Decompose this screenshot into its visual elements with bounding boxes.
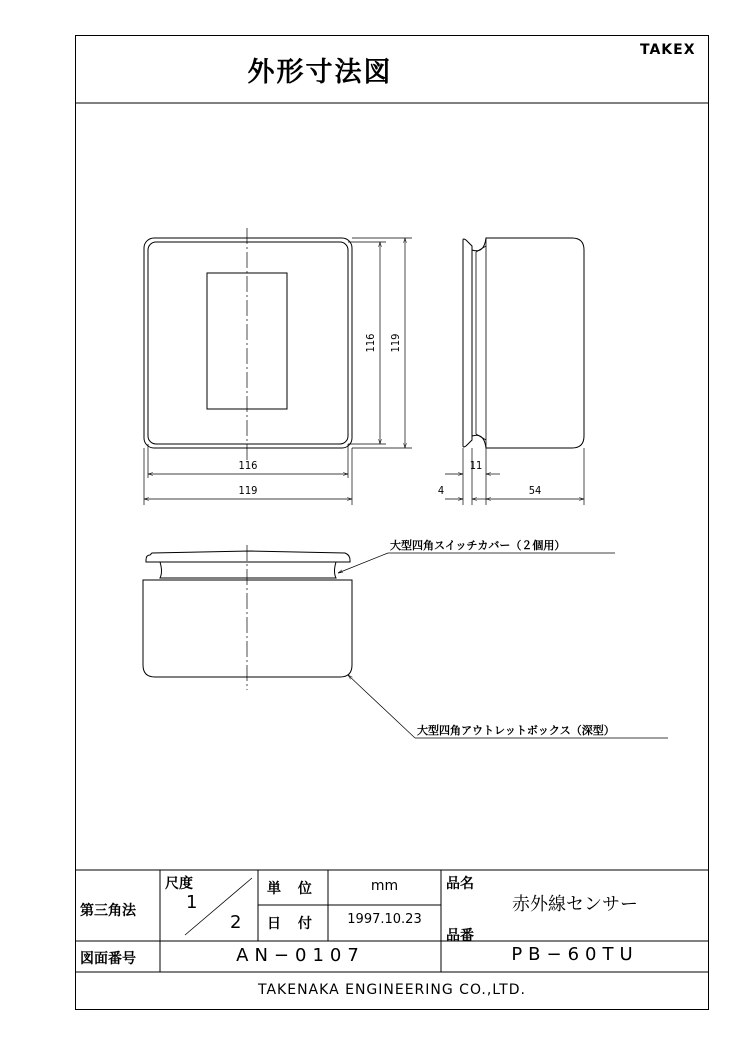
dim-flange-label: 11 <box>469 459 483 472</box>
cover-profile <box>146 551 350 562</box>
cover-neck <box>160 562 336 578</box>
unit-label: 単 位 <box>267 881 318 897</box>
scale-label: 尺度 <box>165 876 193 892</box>
drawing-number: AN−0107 <box>236 945 365 966</box>
dim-offset-label: 4 <box>437 484 445 497</box>
product-name-label: 品名 <box>446 876 474 892</box>
date-label: 日 付 <box>267 916 318 932</box>
company-name: TAKENAKA ENGINEERING CO.,LTD. <box>258 982 526 998</box>
brand-mark: TAKEX <box>640 42 696 58</box>
dim-height-outer-label: 119 <box>389 333 402 353</box>
date-value: 1997.10.23 <box>347 912 422 927</box>
cover-inner-outline <box>148 242 348 444</box>
side-view <box>445 238 584 505</box>
dim-height-inner-label: 116 <box>364 333 377 353</box>
cover-outline <box>144 238 352 448</box>
box-profile <box>143 580 352 677</box>
bottom-view <box>143 545 668 738</box>
product-name: 赤外線センサー <box>512 894 638 915</box>
unit-value: mm <box>370 878 399 894</box>
side-cover-flange <box>463 239 472 447</box>
cover-label: 大型四角スイッチカバー（２個用） <box>390 539 566 552</box>
front-view <box>144 228 412 505</box>
drawing-title: 外形寸法図 <box>247 57 393 88</box>
projection-label: 第三角法 <box>80 903 136 919</box>
dim-width-outer-label: 119 <box>238 484 258 497</box>
box-label: 大型四角アウトレットボックス（深型） <box>417 724 615 737</box>
scale-denominator: 2 <box>230 912 242 933</box>
product-code-label: 品番 <box>446 928 474 944</box>
dim-depth-label: 54 <box>528 484 542 497</box>
dim-width-inner-label: 116 <box>238 459 258 472</box>
product-code: PB−60TU <box>511 944 639 965</box>
side-box <box>472 238 584 448</box>
drawing-number-label: 図面番号 <box>80 951 136 967</box>
switch-opening <box>207 273 287 409</box>
scale-numerator: 1 <box>186 892 198 913</box>
